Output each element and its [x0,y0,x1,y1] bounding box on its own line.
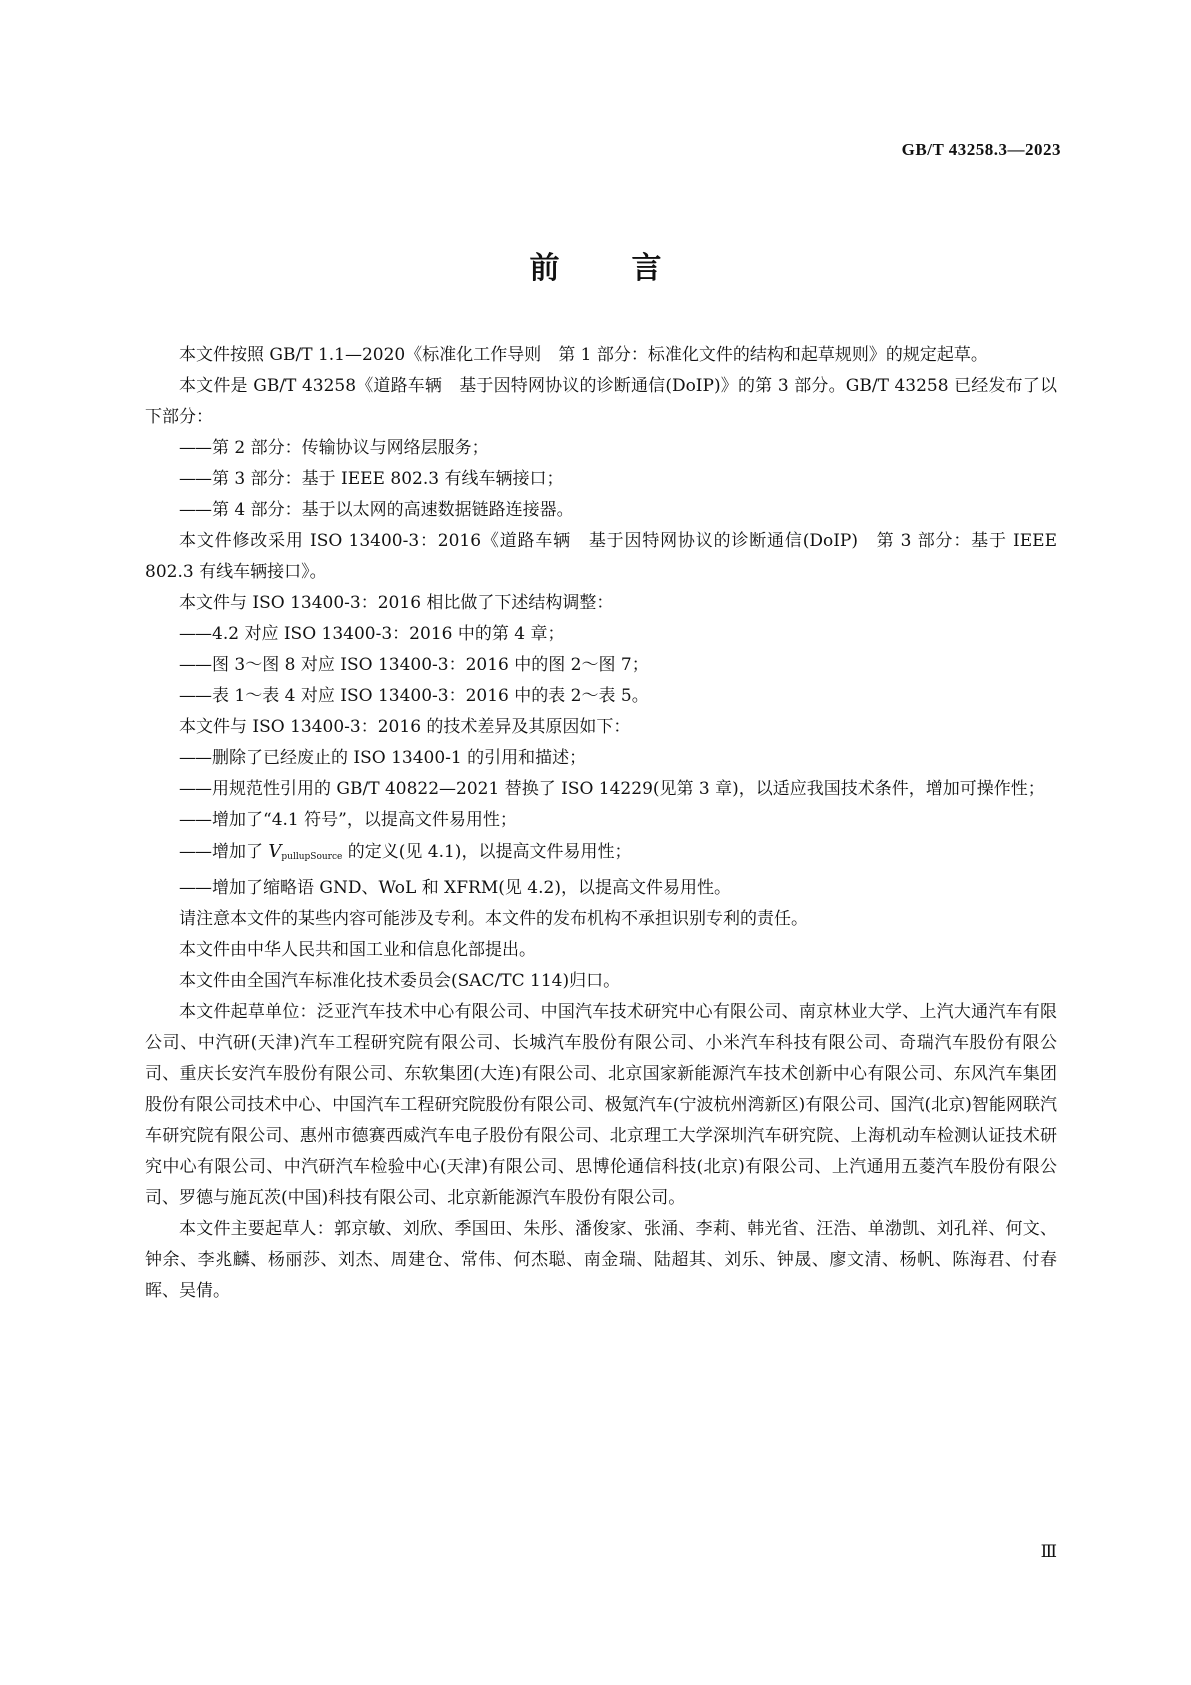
foreword-body [145,340,1057,1307]
list-item-diff-3: —— 增加了“4.1 符号”，以提高文件易用性； [145,805,1057,836]
paragraph-drafters: 本文件主要起草人：郭京敏、刘欣、季国田、朱彤、潘俊家、张涌、李莉、韩光省、汪浩、单渤凯、刘孔祥、何文、钟余、李兆麟、杨丽莎、刘杰、周建仓、常伟、何杰聪、南金瑞、陆超其、刘乐、钟晟、廖文清、杨帆、陈海君、付春晖、吴倩。 [145,1219,1057,1301]
diff-4-suffix: 的定义(见 4.1)，以提高文件易用性； [347,842,632,862]
paragraph-structure-intro: 本文件与 ISO 13400-3：2016 相比做了下述结构调整： [179,593,614,613]
list-item-structure-1: —— 4.2 对应 ISO 13400-3：2016 中的第 4 章； [145,619,1057,650]
paragraph-tech-diff-intro: 本文件与 ISO 13400-3：2016 的技术差异及其原因如下： [179,717,631,737]
list-item-diff-2: —— 用规范性引用的 GB/T 40822—2021 替换了 ISO 14229(见第 3 章)，以适应我国技术条件，增加可操作性； [145,774,1057,805]
paragraph-committee: 本文件由全国汽车标准化技术委员会(SAC/TC 114)归口。 [179,971,621,991]
title-char-1: 前 [529,251,560,286]
document-code: GB/T 43258.3—2023 [901,140,1061,159]
list-item-part-2: —— 第 2 部分：传输协议与网络层服务； [145,433,1057,464]
title-char-2: 言 [631,251,662,286]
paragraph-drafting-units: 本文件起草单位：泛亚汽车技术中心有限公司、中国汽车技术研究中心有限公司、南京林业大学、上汽大通汽车有限公司、中汽研(天津)汽车工程研究院有限公司、长城汽车股份有限公司、小米汽车科技有限公司、奇瑞汽车股份有限公司、重庆长安汽车股份有限公司、东软集团(大连)有限公司、北京国家新能源汽车技术创新中心有限公司、东风汽车集团股份有限公司技术中心、中国汽车工程研究院股份有限公司、极氪汽车(宁波杭州湾新区)有限公司、国汽(北京)智能网联汽车研究院有限公司、惠州市德赛西威汽车电子股份有限公司、北京理工大学深圳汽车研究院、上海机动车检测认证技术研究中心有限公司、中汽研汽车检验中心(天津)有限公司、思博伦通信科技(北京)有限公司、上汽通用五菱汽车股份有限公司、罗德与施瓦茨(中国)科技有限公司、北京新能源汽车股份有限公司。 [145,1002,1057,1208]
paragraph-series-info: 本文件是 GB/T 43258《道路车辆 基于因特网协议的诊断通信(DoIP)》的第 3 部分。GB/T 43258 已经发布了以下部分： [145,376,1057,427]
list-item-diff-4 [145,836,1057,873]
page-title [0,243,1191,287]
list-item-part-3: —— 第 3 部分：基于 IEEE 802.3 有线车辆接口； [145,464,1057,495]
paragraph-adoption: 本文件修改采用 ISO 13400-3：2016《道路车辆 基于因特网协议的诊断通信(DoIP) 第 3 部分：基于 IEEE 802.3 有线车辆接口》。 [145,531,1057,582]
v-pullup-symbol: V [268,841,282,862]
list-item-part-4: —— 第 4 部分：基于以太网的高速数据链路连接器。 [145,495,1057,526]
paragraph-patent-notice: 请注意本文件的某些内容可能涉及专利。本文件的发布机构不承担识别专利的责任。 [179,909,808,929]
list-item-structure-3: —— 表 1～表 4 对应 ISO 13400-3：2016 中的表 2～表 5。 [145,681,1057,712]
paragraph-drafting-rules: 本文件按照 GB/T 1.1—2020《标准化工作导则 第 1 部分：标准化文件的结构和起草规则》的规定起草。 [179,345,988,365]
page-number: Ⅲ [1040,1542,1057,1561]
list-item-diff-1: —— 删除了已经废止的 ISO 13400-1 的引用和描述； [145,743,1057,774]
v-pullup-subscript: pullupSource [281,852,343,862]
paragraph-proposer: 本文件由中华人民共和国工业和信息化部提出。 [179,940,536,960]
list-item-diff-5: —— 增加了缩略语 GND、WoL 和 XFRM(见 4.2)，以提高文件易用性。 [145,873,1057,904]
diff-4-prefix: 增加了 [212,842,263,862]
list-item-structure-2: —— 图 3～图 8 对应 ISO 13400-3：2016 中的图 2～图 7； [145,650,1057,681]
